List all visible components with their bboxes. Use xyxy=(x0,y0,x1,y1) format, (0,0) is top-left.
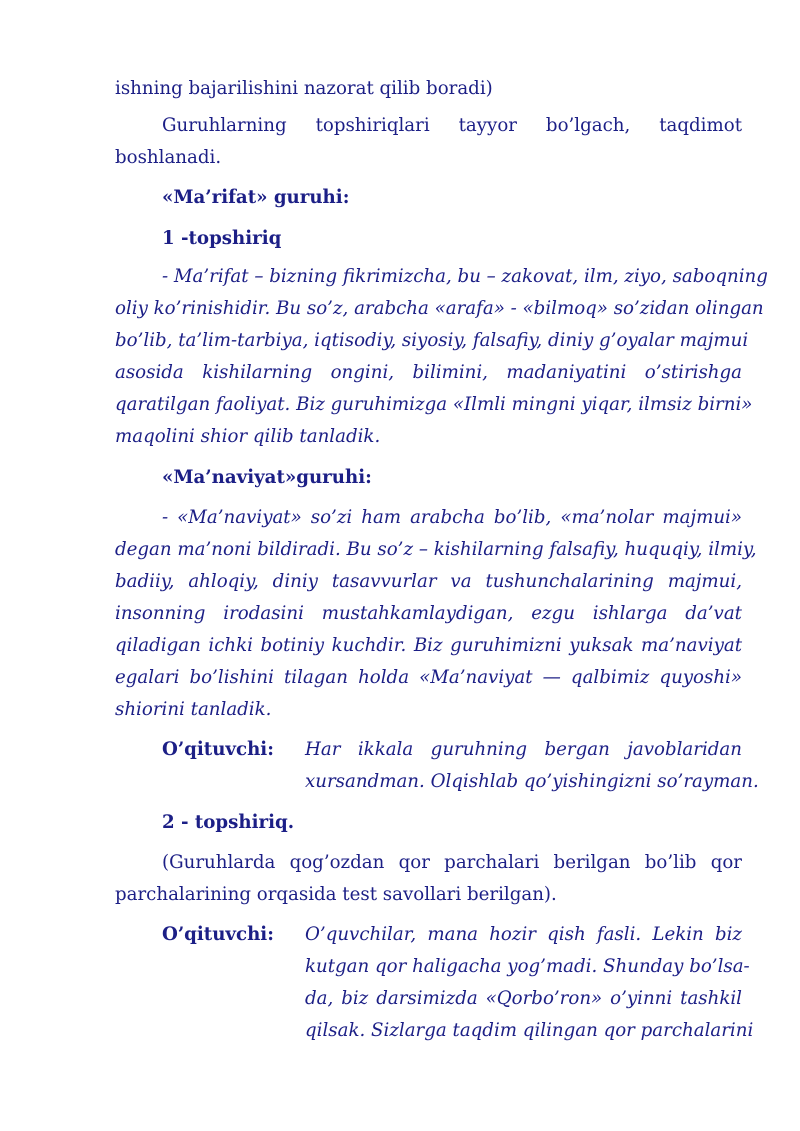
text-line: badiiy, ahloqiy, diniy tasavvurlar va tushunchalarining majmui, xyxy=(115,571,742,592)
speech-line: xursandman. Olqishlab qo’yishingizni so’rayman. xyxy=(305,771,759,792)
text-line: Guruhlarning topshiriqlari tayyor bo’lgach, taqdimot xyxy=(162,115,742,136)
text-line: bo’lib, ta’lim-tarbiya, iqtisodiy, siyosiy, falsafiy, diniy g’oyalar majmui xyxy=(115,330,749,351)
text-line: maqolini shior qilib tanladik. xyxy=(115,426,381,447)
section-heading-marifat: «Ma’rifat» guruhi: xyxy=(162,187,350,208)
speech-line: qilsak. Sizlarga taqdim qilingan qor parchalarini xyxy=(305,1020,754,1041)
speaker-label-teacher: O’qituvchi: xyxy=(162,739,274,760)
text-line: asosida kishilarning ongini, bilimini, madaniyatini o’stirishga xyxy=(115,362,742,383)
speaker-label-teacher: O’qituvchi: xyxy=(162,924,274,945)
text-line: egalari bo’lishini tilagan holda «Ma’naviyat — qalbimiz quyoshi» xyxy=(115,667,742,688)
speech-line: O’quvchilar, mana hozir qish fasli. Lekin biz xyxy=(305,924,742,945)
speech-line: da, biz darsimizda «Qorbo’ron» o’yinni tashkil xyxy=(305,988,742,1009)
text-line: boshlanadi. xyxy=(115,147,222,168)
speech-line: Har ikkala guruhning bergan javoblaridan xyxy=(305,739,742,760)
text-line: (Guruhlarda qog’ozdan qor parchalari berilgan bo’lib qor xyxy=(162,852,742,873)
text-line: qiladigan ichki botiniy kuchdir. Biz guruhimizni yuksak ma’naviyat xyxy=(115,635,742,656)
text-line: degan ma’noni bildiradi. Bu so’z – kishilarning falsafiy, huquqiy, ilmiy, xyxy=(115,539,757,560)
text-line: oliy ko’rinishidir. Bu so’z, arabcha «arafa» - «bilmoq» so’zidan olingan xyxy=(115,298,764,319)
task-heading-2: 2 - topshiriq. xyxy=(162,812,295,833)
text-line: shiorini tanladik. xyxy=(115,699,272,720)
task-heading-1: 1 -topshiriq xyxy=(162,228,282,249)
text-line: - «Ma’naviyat» so’zi ham arabcha bo’lib, «ma’nolar majmui» xyxy=(162,507,742,528)
speech-line: kutgan qor haligacha yog’madi. Shunday bo’lsa- xyxy=(305,956,750,977)
text-line: parchalarining orqasida test savollari berilgan). xyxy=(115,884,557,905)
text-line: qaratilgan faoliyat. Biz guruhimizga «Ilmli mingni yiqar, ilmsiz birni» xyxy=(115,394,753,415)
text-line: ishning bajarilishini nazorat qilib boradi) xyxy=(115,78,493,99)
text-line: - Ma’rifat – bizning fikrimizcha, bu – zakovat, ilm, ziyo, saboqning xyxy=(162,266,768,287)
text-line: insonning irodasini mustahkamlaydigan, ezgu ishlarga da’vat xyxy=(115,603,742,624)
section-heading-manaviyat: «Ma’naviyat»guruhi: xyxy=(162,467,372,488)
